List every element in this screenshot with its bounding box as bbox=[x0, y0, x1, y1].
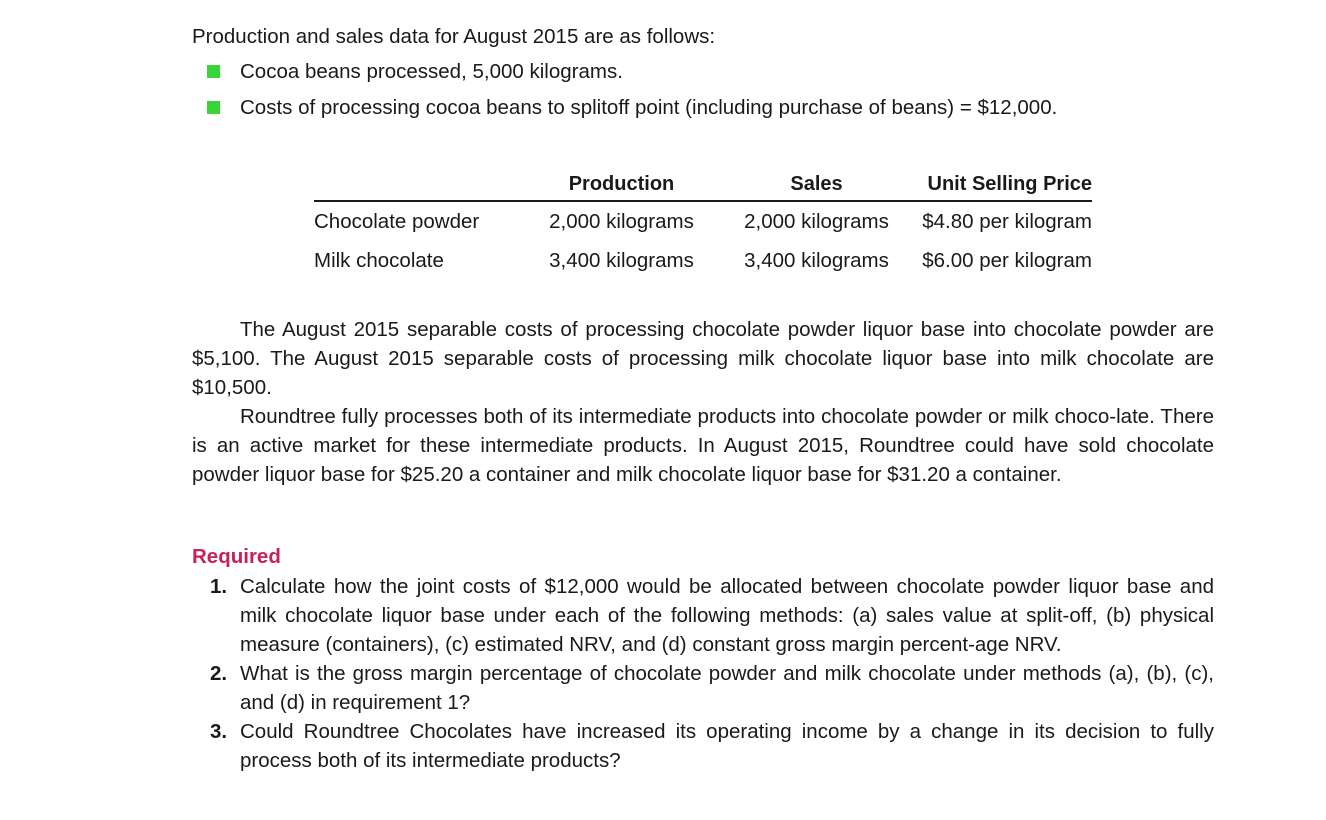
table-header-production: Production bbox=[568, 172, 675, 195]
table-header-row bbox=[314, 168, 1092, 201]
table-header-empty bbox=[314, 168, 524, 201]
green-square-bullet-icon bbox=[207, 65, 220, 78]
table-row bbox=[314, 202, 1092, 241]
required-list bbox=[192, 572, 1214, 775]
table-row bbox=[314, 241, 1092, 280]
body-paragraphs bbox=[192, 315, 1214, 489]
table-cell-production: 3,400 kilograms bbox=[549, 249, 694, 272]
bullet-list bbox=[192, 54, 1214, 126]
production-sales-table bbox=[314, 168, 1092, 280]
table-cell-sales: 3,400 kilograms bbox=[744, 249, 889, 272]
bullet-text: Costs of processing cocoa beans to splitoff point (including purchase of beans) = $12,000. bbox=[240, 96, 1058, 119]
table-cell-price: $4.80 per kilogram bbox=[922, 210, 1092, 233]
intro-text: Production and sales data for August 2015 are as follows: bbox=[192, 25, 716, 48]
required-item-text: Calculate how the joint costs of $12,000 would be allocated between chocolate powder liquor base and milk chocolate liquor base under each of the following methods: (a) sales value at split-off, (b) physical measure (containers), (c) estimated NRV, and (d) constant gross margin percent-age NRV. bbox=[240, 575, 1214, 656]
document-page bbox=[192, 22, 1214, 772]
table-header-unit-selling-price: Unit Selling Price bbox=[927, 172, 1092, 195]
table-header-sales: Sales bbox=[790, 172, 843, 195]
table-cell-product: Chocolate powder bbox=[314, 210, 480, 233]
table-cell-production: 2,000 kilograms bbox=[549, 210, 694, 233]
required-item-number: 3. bbox=[210, 720, 228, 743]
green-square-bullet-icon bbox=[207, 101, 220, 114]
table-cell-product: Milk chocolate bbox=[314, 249, 444, 272]
required-item-text: Could Roundtree Chocolates have increased its operating income by a change in its decision to fully process both of its intermediate products? bbox=[240, 720, 1214, 772]
required-item bbox=[192, 572, 1214, 659]
required-item bbox=[192, 717, 1214, 775]
table-cell-sales: 2,000 kilograms bbox=[744, 210, 889, 233]
bullet-item bbox=[192, 90, 1214, 126]
paragraph-intermediate-products: Roundtree fully processes both of its intermediate products into chocolate powder or milk choco-late. There is an active market for these intermediate products. In August 2015, Roundtree could have sold chocolate powder liquor base for $25.20 a container and milk chocolate liquor base for $31.20 a container. bbox=[192, 405, 1214, 486]
required-item-number: 2. bbox=[210, 662, 228, 685]
required-heading: Required bbox=[192, 545, 281, 568]
bullet-item bbox=[192, 54, 1214, 90]
required-item-number: 1. bbox=[210, 575, 228, 598]
required-item-text: What is the gross margin percentage of chocolate powder and milk chocolate under methods (a), (b), (c), and (d) in requirement 1? bbox=[240, 662, 1214, 714]
table-cell-price: $6.00 per kilogram bbox=[922, 249, 1092, 272]
required-item bbox=[192, 659, 1214, 717]
paragraph-separable-costs: The August 2015 separable costs of processing chocolate powder liquor base into chocolate powder are $5,100. The August 2015 separable costs of processing milk chocolate liquor base into milk chocolate are $10,500. bbox=[192, 318, 1214, 399]
bullet-text: Cocoa beans processed, 5,000 kilograms. bbox=[240, 60, 623, 83]
